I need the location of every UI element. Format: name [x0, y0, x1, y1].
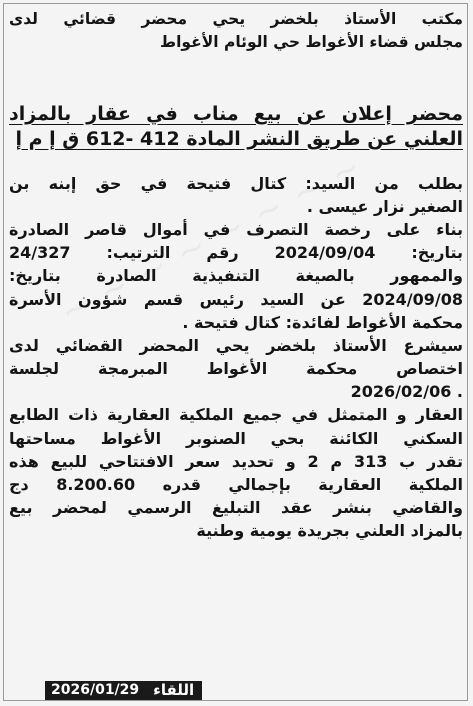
body-line: بتاريخ: 2024/09/04 رقم الترتيب: 24/327 — [9, 243, 463, 263]
newspaper-name: اللقاء — [145, 681, 202, 700]
body-line: تقدر ب 313 م 2 و تحديد سعر الافتتاحي للبيع هذه — [9, 451, 463, 471]
body-line: والقاضي بنشر عقد التبليغ الرسمي لمحضر بيع — [9, 498, 463, 518]
body-line: بطلب من السيد: كتال فتيحة في حق إبنه بن — [9, 173, 463, 193]
body-line: 2024/09/08 عن السيد رئيس قسم شؤون الأسرة — [9, 289, 463, 309]
notice-body — [9, 172, 463, 543]
notice-header — [9, 8, 463, 55]
title-line — [9, 102, 463, 127]
body-line: اختصاص محكمة الأغواط المبرمجة لجلسة — [9, 359, 463, 379]
body-line: محكمة الأغواط لفائدة: كتال فتيحة . — [182, 312, 463, 332]
title-line-text: العلني عن طريق النشر المادة 412 -612 ق إ م إ — [15, 127, 463, 150]
publication-date: 2026/01/29 — [45, 681, 145, 700]
notice-title — [9, 102, 463, 152]
body-line: . 2026/02/06 — [350, 382, 463, 402]
header-line: مكتب الأستاذ بلخضر يحي محضر قضائي لدى — [9, 10, 463, 28]
title-line-text: محضر إعلان عن بيع مناب في عقار بالمزاد — [9, 102, 463, 125]
body-line: سيشرع الأستاذ بلخضر يحي المحضر القضائي لدى — [9, 335, 463, 355]
body-line: الملكية العقارية بإجمالي قدره 8.200.60 دج — [9, 475, 463, 495]
body-line: بالمزاد العلني بجريدة يومية وطنية — [196, 521, 463, 541]
publication-footer — [45, 681, 208, 700]
body-line: السكني الكائنة بحي الصنوبر الأغواط مساحتها — [9, 428, 463, 448]
legal-notice — [9, 8, 463, 543]
body-line: بناء على رخصة التصرف في أموال قاصر الصادرة — [9, 219, 463, 239]
title-line — [9, 127, 463, 152]
body-line: والممهور بالصيغة التنفيذية الصادرة بتاريخ: — [9, 266, 463, 286]
body-line: العقار و المتمثل في جميع الملكية العقارية ذات الطابع — [9, 405, 463, 425]
body-line: الصغير نزار عيسى . — [306, 196, 463, 216]
header-line: مجلس قضاء الأغواط حي الوئام الأغواط — [160, 33, 463, 52]
